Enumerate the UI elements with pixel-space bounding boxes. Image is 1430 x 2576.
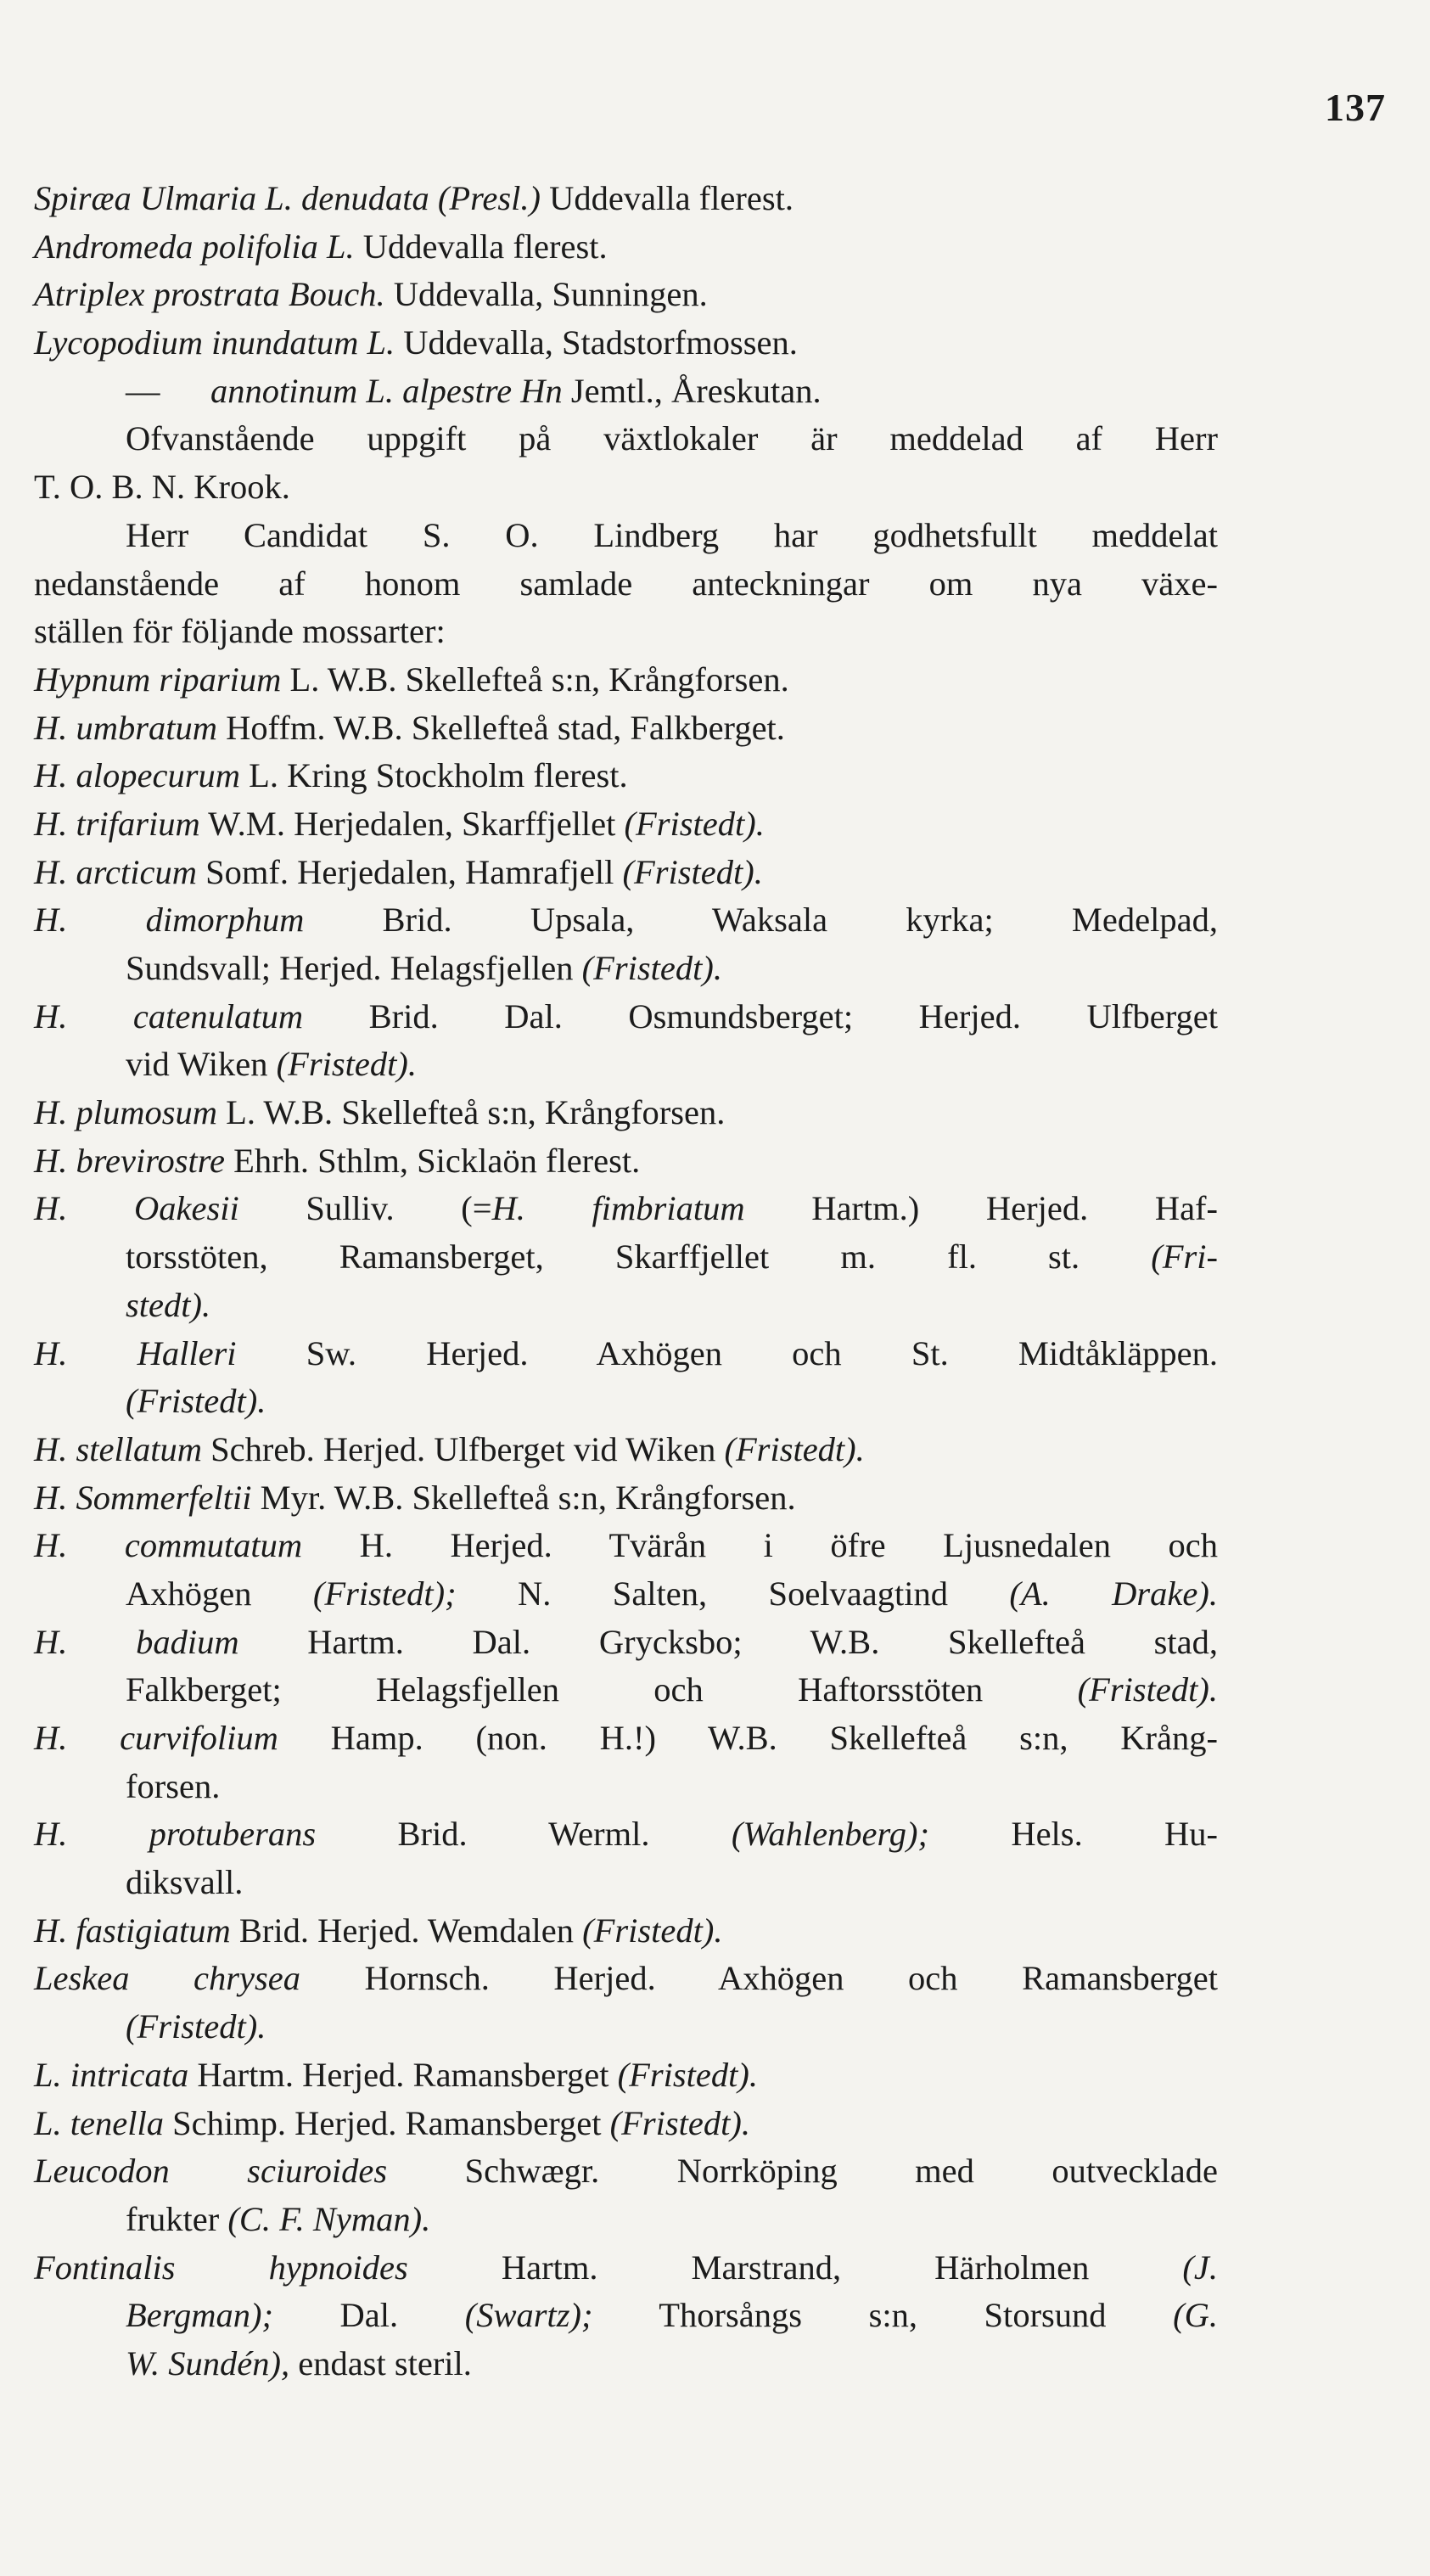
text-line: [34, 368, 1218, 416]
roman-text: Axhögen: [126, 1574, 313, 1613]
text-line: [34, 223, 1218, 272]
italic-text: H. stellatum: [34, 1429, 202, 1468]
roman-text: Brid. Dal. Osmundsberget; Herjed. Ulfberget: [303, 996, 1218, 1035]
italic-text: H. fimbriatum: [491, 1189, 745, 1228]
roman-text: Brid. Herjed. Wemdalen: [230, 1911, 583, 1950]
italic-text: H. curvifolium: [34, 1719, 278, 1757]
italic-text: (Fristedt).: [126, 1382, 266, 1421]
italic-text: (Wahlenberg);: [731, 1815, 930, 1854]
roman-text: Hornsch. Herjed. Axhögen och Ramansberget: [300, 1959, 1219, 1998]
roman-text: Brid. Upsala, Waksala kyrka; Medelpad,: [304, 901, 1218, 940]
text-line: [34, 2100, 1218, 2148]
text-line: [34, 656, 1218, 704]
roman-text: Sw. Herjed. Axhögen och St. Midtåkläppen.: [236, 1333, 1218, 1372]
roman-text: Sundsvall; Herjed. Helagsfjellen: [126, 949, 582, 987]
italic-text: Fontinalis hypnoides: [34, 2248, 408, 2287]
italic-text: H. alopecurum: [34, 756, 240, 795]
italic-text: H. trifarium: [34, 804, 200, 843]
italic-text: H. plumosum: [34, 1093, 218, 1132]
italic-text: Leskea chrysea: [34, 1959, 300, 1998]
roman-text: W.M. Herjedalen, Skarffjellet: [199, 804, 625, 843]
roman-text: torsstöten, Ramansberget, Skarffjellet m. fl. st.: [126, 1237, 1152, 1277]
text-line: [34, 849, 1218, 897]
roman-text: H. Herjed. Tvärån i öfre Ljusnedalen och: [302, 1526, 1218, 1565]
roman-text: Uddevalla, Stadstorfmossen.: [395, 323, 798, 362]
italic-text: annotinum L. alpestre Hn: [210, 371, 563, 410]
roman-text: Hoffm. W.B. Skellefteå stad, Falkberget.: [217, 708, 785, 747]
italic-text: Bergman);: [126, 2296, 273, 2335]
text-line: [34, 560, 1218, 609]
text-line: [34, 1763, 1218, 1811]
roman-text: vid Wiken: [126, 1045, 277, 1084]
italic-text: W. Sundén),: [126, 2343, 290, 2382]
italic-text: (Fristedt).: [581, 949, 722, 987]
text-line: [34, 945, 1218, 993]
roman-text: forsen.: [126, 1766, 221, 1805]
italic-text: (Fristedt).: [609, 2103, 750, 2142]
text-line: [34, 175, 1218, 223]
text-line: [34, 1715, 1218, 1763]
italic-text: (Fristedt).: [617, 2055, 758, 2094]
roman-text: Ofvanstående uppgift på växtlokaler är meddelad af Herr: [126, 419, 1218, 458]
roman-text: nedanstående af honom samlade anteckningar om nya växe-: [34, 564, 1218, 603]
italic-text: (Fristedt).: [276, 1045, 417, 1084]
text-line: [34, 1570, 1218, 1619]
italic-text: H. dimorphum: [34, 901, 305, 940]
roman-text: Falkberget; Helagsfjellen och Haftorsstöten: [126, 1670, 1078, 1709]
text-line: [34, 1089, 1218, 1137]
roman-text: Schwægr. Norrköping med outvecklade: [387, 2152, 1218, 2191]
roman-text: endast steril.: [289, 2343, 472, 2382]
roman-text: Hartm. Dal. Grycksbo; W.B. Skellefteå stad,: [238, 1622, 1218, 1661]
text-line: [34, 2147, 1218, 2196]
text-line: [34, 1378, 1218, 1426]
italic-text: Spiræa Ulmaria L. denudata (Presl.): [34, 179, 541, 217]
italic-text: H. brevirostre: [34, 1141, 225, 1180]
roman-text: Hartm.) Herjed. Haf-: [744, 1189, 1219, 1228]
text-line: [34, 704, 1218, 753]
text-line: [34, 463, 1218, 512]
italic-text: (G.: [1173, 2296, 1219, 2335]
italic-text: Hypnum riparium: [34, 659, 282, 699]
text-line: [34, 319, 1218, 368]
text-line: [34, 2244, 1218, 2293]
italic-text: (Fri-: [1151, 1237, 1218, 1277]
roman-text: —: [126, 371, 160, 410]
roman-text: Uddevalla flerest.: [354, 227, 608, 266]
roman-text: Sulliv. (=: [238, 1189, 492, 1228]
roman-text: L. Kring Stockholm flerest.: [239, 756, 628, 795]
text-line: [34, 512, 1218, 560]
italic-text: H. protuberans: [34, 1815, 317, 1854]
roman-text: N. Salten, Soelvaagtind: [456, 1574, 1010, 1613]
italic-text: (C. F. Nyman).: [227, 2199, 431, 2238]
text-line: [34, 2003, 1218, 2051]
italic-text: H. umbratum: [34, 708, 218, 747]
italic-text: (Fristedt).: [126, 2007, 266, 2046]
text-line: [34, 2292, 1218, 2340]
roman-text: Uddevalla flerest.: [541, 179, 794, 217]
text-line: [34, 1137, 1218, 1186]
italic-text: L. tenella: [34, 2103, 164, 2142]
italic-text: (Fristedt).: [622, 852, 763, 891]
roman-text: Dal.: [272, 2296, 465, 2335]
italic-text: H. commutatum: [34, 1526, 303, 1565]
text-line: [34, 271, 1218, 319]
italic-text: Lycopodium inundatum L.: [34, 323, 395, 362]
page-number: 137: [1325, 86, 1386, 129]
roman-text: Uddevalla, Sunningen.: [384, 275, 708, 314]
roman-text: Schimp. Herjed. Ramansberget: [163, 2103, 610, 2142]
italic-text: (Swartz);: [464, 2296, 593, 2335]
roman-text: Hamp. (non. H.!) W.B. Skellefteå s:n, Krång-: [278, 1719, 1219, 1757]
text-line: [34, 1041, 1218, 1089]
italic-text: (Fristedt).: [1077, 1670, 1218, 1709]
italic-text: H. badium: [34, 1622, 239, 1661]
text-line: [34, 1810, 1218, 1859]
roman-text: Brid. Werml.: [316, 1815, 732, 1854]
italic-text: Andromeda polifolia L.: [34, 227, 355, 266]
text-line: [34, 993, 1218, 1041]
roman-text: Hels. Hu-: [929, 1815, 1218, 1854]
roman-text: L. W.B. Skellefteå s:n, Krångforsen.: [217, 1093, 726, 1132]
italic-text: Leucodon sciuroides: [34, 2152, 388, 2191]
text-line: [34, 2051, 1218, 2100]
roman-text: Ehrh. Sthlm, Sicklaön flerest.: [224, 1141, 641, 1180]
italic-text: (A. Drake).: [1009, 1574, 1218, 1613]
text-line: [34, 2340, 1218, 2388]
text-line: [34, 415, 1218, 463]
roman-text: Hartm. Marstrand, Härholmen: [407, 2248, 1183, 2287]
italic-text: H. arcticum: [34, 852, 197, 891]
text-line: [34, 1859, 1218, 1907]
italic-text: (Fristedt).: [582, 1911, 723, 1950]
italic-text: (Fristedt).: [724, 1429, 865, 1468]
text-line: [34, 2196, 1218, 2244]
text-line: [34, 1185, 1218, 1233]
text-line: [34, 1619, 1218, 1667]
text-line: [34, 800, 1218, 849]
text-line: [34, 1522, 1218, 1570]
italic-text: H. fastigiatum: [34, 1911, 231, 1950]
roman-text: Myr. W.B. Skellefteå s:n, Krångforsen.: [251, 1478, 796, 1517]
italic-text: H. Halleri: [34, 1333, 237, 1372]
italic-text: (Fristedt).: [624, 804, 765, 843]
italic-text: (Fristedt);: [312, 1574, 457, 1613]
text-line: [34, 752, 1218, 800]
text-line: [34, 1282, 1218, 1330]
roman-text: Jemtl., Åreskutan.: [562, 371, 822, 410]
roman-text: Herr Candidat S. O. Lindberg har godhetsfullt meddelat: [126, 515, 1218, 554]
text-line: [34, 1330, 1218, 1378]
italic-text: Atriplex prostrata Bouch.: [34, 275, 385, 314]
text-line: [34, 1426, 1218, 1474]
roman-text: T. O. B. N. Krook.: [34, 468, 290, 507]
roman-text: Hartm. Herjed. Ramansberget: [188, 2055, 618, 2094]
text-line: [34, 1233, 1218, 1282]
roman-text: L. W.B. Skellefteå s:n, Krångforsen.: [281, 659, 789, 699]
text-body: [34, 175, 1218, 2388]
text-line: [34, 608, 1218, 656]
roman-text: frukter: [126, 2199, 228, 2238]
roman-text: Schreb. Herjed. Ulfberget vid Wiken: [202, 1429, 725, 1468]
text-line: [34, 1474, 1218, 1523]
text-line: [34, 1955, 1218, 2003]
roman-text: Somf. Herjedalen, Hamrafjell: [196, 852, 623, 891]
italic-text: stedt).: [126, 1285, 211, 1324]
italic-text: H. Oakesii: [34, 1189, 239, 1228]
italic-text: H. Sommerfeltii: [34, 1478, 252, 1517]
text-line: [34, 1666, 1218, 1715]
italic-text: (J.: [1182, 2248, 1218, 2287]
roman-text: diksvall.: [126, 1863, 244, 1902]
roman-text: ställen för följande mossarter:: [34, 612, 446, 651]
italic-text: H. catenulatum: [34, 996, 304, 1035]
italic-text: L. intricata: [34, 2055, 189, 2094]
text-line: [34, 896, 1218, 945]
text-line: [34, 1907, 1218, 1956]
roman-text: Thorsångs s:n, Storsund: [592, 2296, 1174, 2335]
